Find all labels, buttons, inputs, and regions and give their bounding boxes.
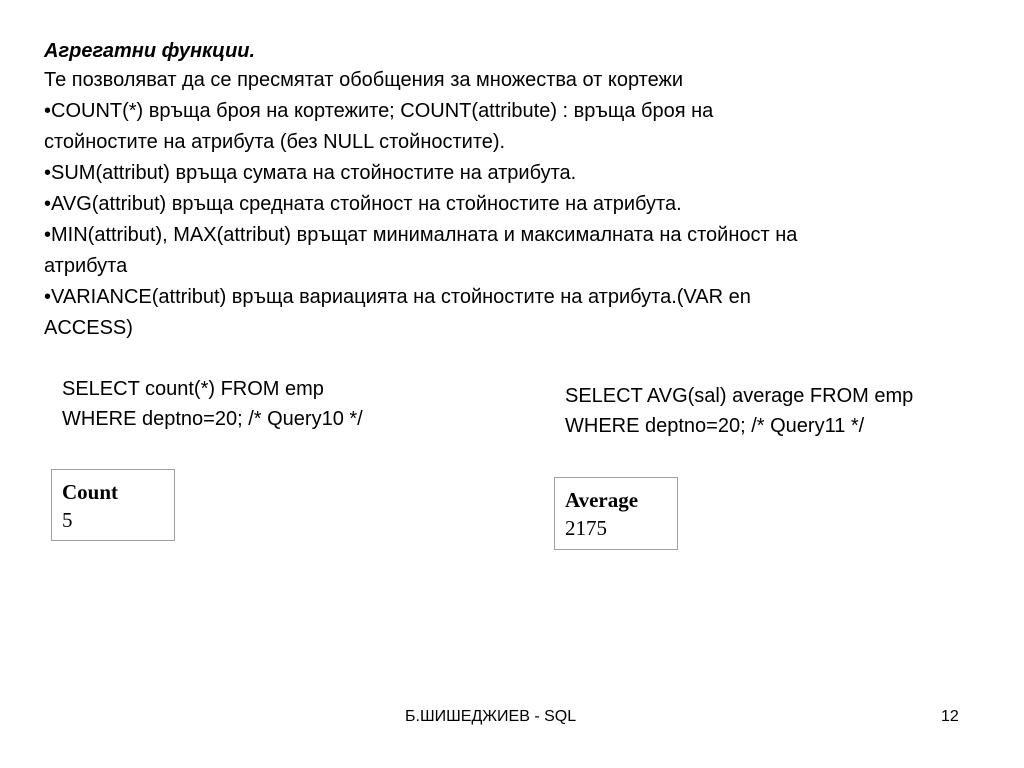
body-line: стойностите на атрибута (без NULL стойностите). <box>44 131 506 153</box>
body-line: •COUNT(*) връща броя на кортежите; COUNT(attribute) : връща броя на <box>44 100 714 122</box>
query-line: WHERE deptno=20; /* Query10 */ <box>62 408 363 430</box>
body-line: атрибута <box>44 255 128 277</box>
slide-title: Агрегатни функции. <box>44 40 256 62</box>
body-line: •MIN(attribut), MAX(attribut) връщат минималната и максималната на стойност на <box>44 224 798 246</box>
result-column-header: Count <box>62 480 119 504</box>
body-line: •VARIANCE(attribut) връща вариацията на стойностите на атрибута.(VAR en <box>44 286 751 308</box>
query-line: SELECT count(*) FROM emp <box>62 378 324 400</box>
average-result-table <box>554 477 678 550</box>
body-line: ACCESS) <box>44 317 133 339</box>
query11-text <box>565 381 913 441</box>
result-value: 5 <box>62 508 73 532</box>
result-value: 2175 <box>565 516 607 540</box>
query10-text <box>62 374 363 434</box>
slide-body <box>44 65 1019 344</box>
page-number: 12 <box>941 708 959 725</box>
footer-author: Б.ШИШЕДЖИЕВ - SQL <box>405 708 577 725</box>
body-line: •SUM(attribut) връща сумата на стойностите на атрибута. <box>44 162 577 184</box>
query-line: SELECT AVG(sal) average FROM emp <box>565 385 914 407</box>
query-line: WHERE deptno=20; /* Query11 */ <box>565 415 865 437</box>
body-line: •AVG(attribut) връща средната стойност на стойностите на атрибута. <box>44 193 682 215</box>
count-result-table <box>51 469 175 541</box>
result-column-header: Average <box>565 488 639 512</box>
body-line: Те позволяват да се пресмятат обобщения за множества от кортежи <box>44 69 684 91</box>
